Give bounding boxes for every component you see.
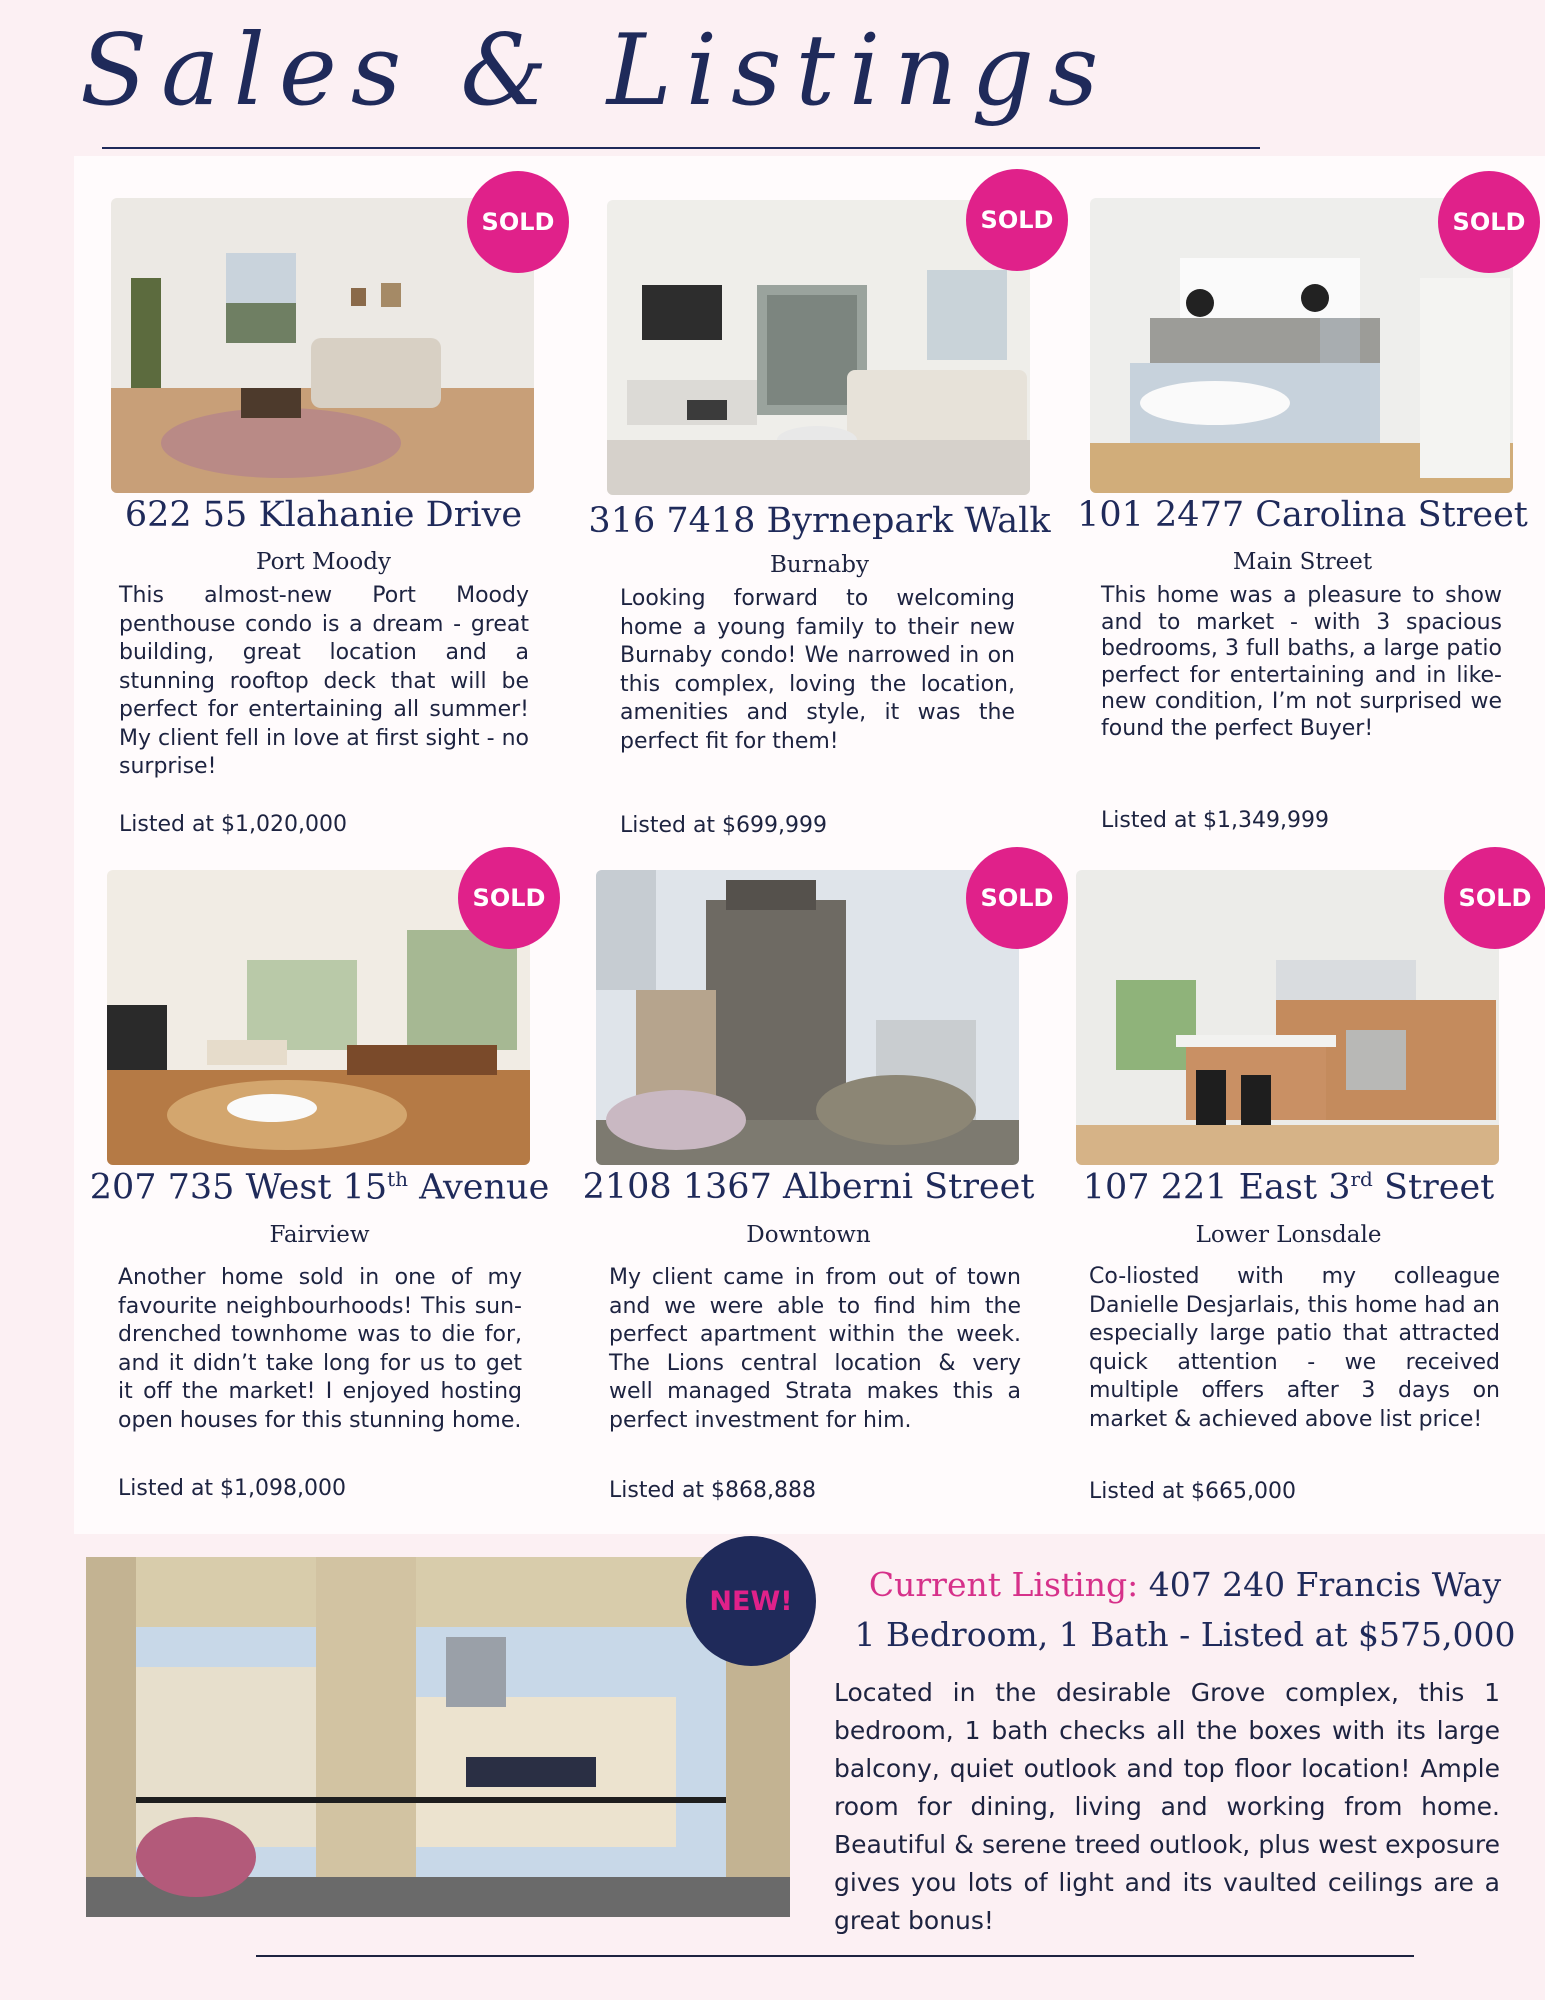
listing-address: 2108 1367 Alberni Street xyxy=(582,1167,1035,1207)
listing-address: 101 2477 Carolina Street xyxy=(1077,495,1528,535)
address-ordinal: th xyxy=(387,1167,409,1191)
listing-price: Listed at $1,020,000 xyxy=(119,812,348,837)
address-text: 107 221 East 3 xyxy=(1082,1167,1351,1208)
sold-badge: SOLD xyxy=(966,847,1068,949)
feature-address: 407 240 Francis Way xyxy=(1138,1565,1502,1604)
feature-photo-balcony[interactable] xyxy=(86,1557,790,1917)
listing-description: Another home sold in one of my favourite neighbourhoods! This sun-drenched townhome was to die for, and it didn’t take long for us to get it off the market! I enjoyed hosting open houses for this stunning home. xyxy=(118,1265,522,1433)
sold-badge: SOLD xyxy=(1444,847,1545,949)
listing-price: Listed at $868,888 xyxy=(609,1478,817,1503)
listing-price: Listed at $1,349,999 xyxy=(1101,808,1330,833)
listing-neighbourhood: Fairview xyxy=(269,1222,370,1248)
listing-photo-tower[interactable] xyxy=(596,870,1019,1165)
listing-neighbourhood: Downtown xyxy=(746,1222,871,1248)
feature-description: Located in the desirable Grove complex, this 1 bedroom, 1 bath checks all the boxes with its large balcony, quiet outlook and top floor location! Ample room for dining, living and working from home. Beautiful & serene treed outlook, plus west exposure gives you lots of light and its vaulted ceilings are a great bonus! xyxy=(834,1678,1500,1935)
page-title: Sales & Listings xyxy=(80,14,1113,128)
listing-price: Listed at $699,999 xyxy=(620,813,828,838)
bottom-divider xyxy=(256,1955,1414,1957)
listing-address: 316 7418 Byrnepark Walk xyxy=(588,501,1051,541)
listing-photo-condo-living[interactable] xyxy=(607,200,1030,495)
sold-badge: SOLD xyxy=(966,169,1068,271)
listing-description: My client came in from out of town and we were able to find him the perfect apartment within the week. The Lions central location & very well managed Strata makes this a perfect investment for him. xyxy=(609,1265,1021,1433)
listing-address xyxy=(1056,1167,1521,1208)
sold-badge: SOLD xyxy=(467,171,569,273)
listing-neighbourhood: Port Moody xyxy=(256,549,391,575)
listing-description: This almost-new Port Moody penthouse condo is a dream - great building, great location and a stunning rooftop deck that will be perfect for entertaining all summer! My client fell in love at first sight - no surprise! xyxy=(119,583,529,779)
listing-neighbourhood: Lower Lonsdale xyxy=(1195,1222,1382,1248)
address-text-end: Avenue xyxy=(408,1167,550,1208)
listing-neighbourhood: Burnaby xyxy=(770,552,869,578)
listing-address: 622 55 Klahanie Drive xyxy=(124,495,523,535)
listing-price: Listed at $665,000 xyxy=(1089,1479,1297,1504)
listing-price: Listed at $1,098,000 xyxy=(118,1476,347,1501)
listing-neighbourhood: Main Street xyxy=(1232,549,1373,575)
listing-address xyxy=(87,1167,552,1208)
sold-badge: SOLD xyxy=(458,847,560,949)
address-text-end: Street xyxy=(1372,1167,1495,1208)
current-listing-label: Current Listing: xyxy=(868,1565,1139,1604)
listing-description: Looking forward to welcoming home a young family to their new Burnaby condo! We narrowed in on this complex, loving the location, amenities and style, it was the perfect fit for them! xyxy=(620,586,1015,754)
listing-photo-galley-kitchen[interactable] xyxy=(1076,870,1499,1165)
address-text: 207 735 West 15 xyxy=(89,1167,388,1208)
feature-heading xyxy=(830,1565,1540,1604)
new-badge: NEW! xyxy=(686,1536,816,1666)
feature-summary: 1 Bedroom, 1 Bath - Listed at $575,000 xyxy=(854,1615,1516,1654)
title-divider xyxy=(102,147,1260,149)
address-ordinal: rd xyxy=(1350,1167,1373,1191)
listing-description: This home was a pleasure to show and to market - with 3 spacious bedrooms, 3 full baths, a large patio perfect for entertaining and in like-new condition, I’m not surprised we found the perfect Buyer! xyxy=(1101,583,1502,741)
sold-badge: SOLD xyxy=(1438,171,1540,273)
listing-description: Co-liosted with my colleague Danielle Desjarlais, this home had an especially large patio that attracted quick attention - we received multiple offers after 3 days on market & achieved above list price! xyxy=(1089,1264,1500,1432)
